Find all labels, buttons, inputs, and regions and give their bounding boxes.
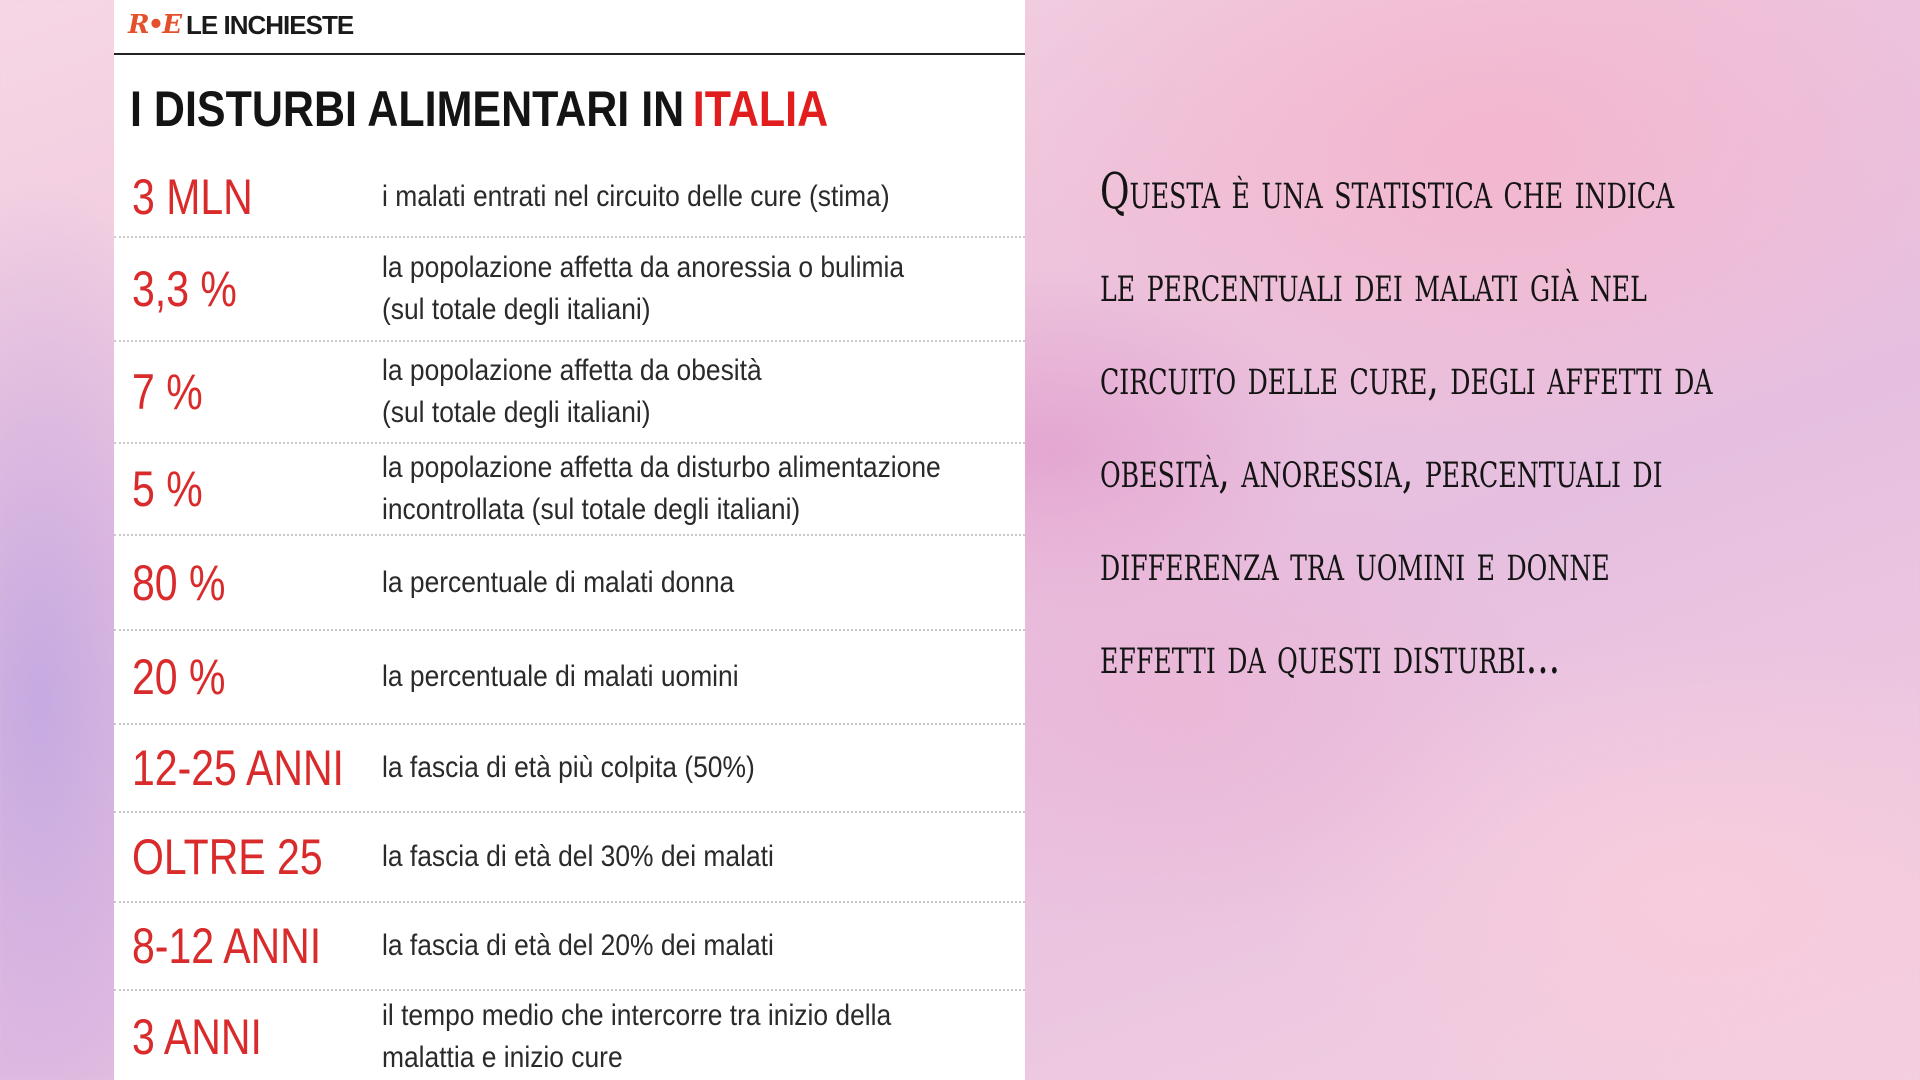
header-bar — [114, 0, 1025, 55]
stat-value: 80 % — [132, 554, 226, 611]
stat-description: i malati entrati nel circuito delle cure (stima) — [382, 180, 890, 213]
caption-text: Questa è una statistica che indica le percentuali dei malati già nel circuito delle cure, degli affetti da obesità, anoressia, percentuali di differenza tra uomini e donne effetti da questi disturbi... — [1100, 162, 1713, 685]
stat-value: 3 ANNI — [132, 1009, 262, 1065]
stat-description: la fascia di età del 20% dei malati — [382, 929, 774, 962]
stat-row — [114, 991, 1025, 1080]
stats-list — [114, 158, 1025, 1080]
title-accent: ITALIA — [692, 81, 829, 137]
stat-description: la popolazione affetta da anoressia o bulimia (sul totale degli italiani) — [382, 251, 905, 326]
stat-value: 12-25 ANNI — [132, 740, 344, 796]
stat-row — [114, 158, 1025, 238]
stat-value: OLTRE 25 — [132, 829, 323, 885]
page-title — [130, 76, 828, 142]
stat-value: 3 MLN — [132, 169, 253, 225]
stat-value: 7 % — [132, 364, 203, 420]
stat-row — [114, 342, 1025, 444]
stat-row — [114, 536, 1025, 631]
stat-value: 20 % — [132, 649, 226, 705]
brand — [128, 10, 353, 40]
stat-row — [114, 903, 1025, 991]
stat-description: la popolazione affetta da obesità (sul totale degli italiani) — [382, 354, 762, 429]
stat-row — [114, 725, 1025, 813]
stat-value: 5 % — [132, 461, 203, 517]
stat-description: la percentuale di malati uomini — [382, 660, 739, 693]
section-label: LE INCHIESTE — [186, 10, 354, 40]
infographic-panel — [114, 0, 1025, 1080]
stat-description: la fascia di età del 30% dei malati — [382, 840, 774, 873]
stat-value: 8-12 ANNI — [132, 918, 322, 974]
brand-logo: R•E — [128, 10, 181, 40]
stat-description: la fascia di età più colpita (50%) — [382, 751, 755, 784]
stat-description: la percentuale di malati donna — [382, 565, 735, 599]
stat-description: la popolazione affetta da disturbo alimentazione incontrollata (sul totale degli italiani) — [382, 451, 941, 526]
stat-row — [114, 631, 1025, 725]
stat-description: il tempo medio che intercorre tra inizio della malattia e inizio cure — [382, 999, 892, 1074]
stat-row — [114, 238, 1025, 342]
stat-value: 3,3 % — [132, 261, 237, 317]
stat-row — [114, 813, 1025, 903]
title-main: I DISTURBI ALIMENTARI IN — [130, 81, 685, 137]
stat-row — [114, 444, 1025, 536]
